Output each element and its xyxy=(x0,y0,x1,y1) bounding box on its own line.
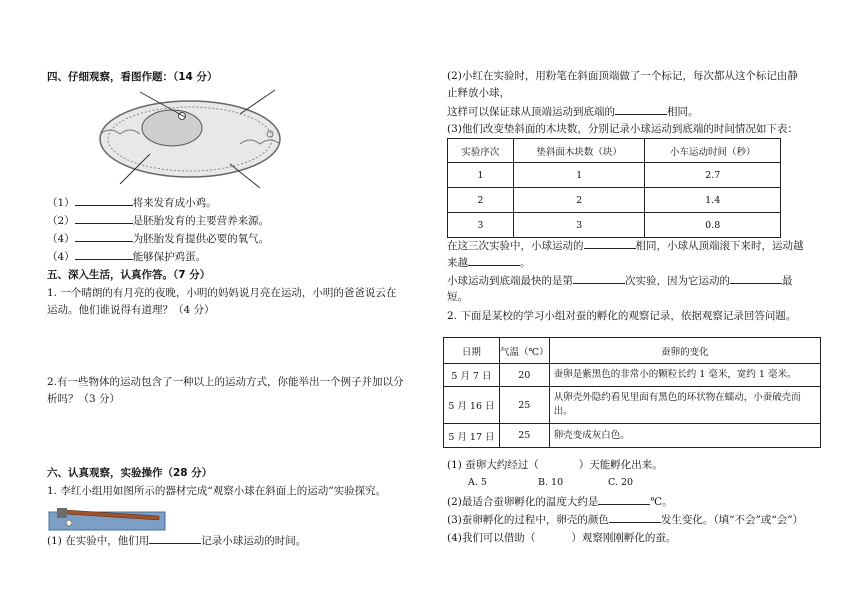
time-table-header-row xyxy=(448,139,781,163)
after-table-blank-2[interactable] xyxy=(468,255,520,266)
s6-q1-sub2-line3-prefix: 这样可以保证球从顶端运动到底端的 xyxy=(447,106,615,118)
s6-q1-sub1-prefix: (1) 在实验中，他们用 xyxy=(47,535,150,547)
s6-q2-sub3-blank[interactable] xyxy=(609,512,661,523)
s5-q2-line1: 2.有一些物体的运动包含了一种以上的运动方式，你能举出一个例子并加以分 xyxy=(47,376,404,388)
s6-q2-sub4 xyxy=(447,531,676,545)
pointer-line-2 xyxy=(240,90,275,114)
s6-q2-sub2-prefix: (2)最适合蚕卵孵化的温度大约是 xyxy=(447,496,599,508)
s6-q2-text: 2. 下面是某校的学习小组对蚕的孵化的观察记录，依据观察记录回答问题。 xyxy=(447,310,797,322)
s5-q2-line2: 析吗？（3 分） xyxy=(47,393,121,405)
fastest-suffix: 最 xyxy=(782,275,793,287)
time-table-header: 小车运动时间（秒） xyxy=(645,139,781,163)
s6-q1-sub1 xyxy=(47,533,306,548)
s6-q2-sub2-blank[interactable] xyxy=(598,494,650,505)
s6-q2-sub1-suffix: ）天能孵化出来。 xyxy=(578,459,663,471)
table-cell: 25 xyxy=(499,424,549,448)
table-cell: 1 xyxy=(513,163,645,188)
after-table-line2-suffix: 。 xyxy=(520,257,531,269)
s4-item-4-num: （4） xyxy=(47,251,75,263)
table-cell: 5 月 7 日 xyxy=(444,364,500,387)
after-table-blank-1[interactable] xyxy=(584,238,636,249)
section6-title: 六、认真观察，实验操作（28 分） xyxy=(47,467,213,479)
time-table-header: 实验序次 xyxy=(448,139,514,163)
silkworm-table xyxy=(443,337,821,448)
s4-item-3-blank[interactable] xyxy=(75,231,133,242)
egg-diagram xyxy=(80,84,290,194)
s5-q1-line1: 1. 一个晴朗的有月亮的夜晚，小明的妈妈说月亮在运动，小明的爸爸说云在 xyxy=(47,287,397,299)
s6-q2-sub2-suffix: ℃。 xyxy=(650,496,673,508)
s6-q1-sub1-suffix: 记录小球运动的时间。 xyxy=(201,535,307,547)
time-table-header: 垫斜面木块数（块） xyxy=(513,139,645,163)
s4-item-1 xyxy=(47,195,217,210)
fastest-middle: 次实验，因为它运动的 xyxy=(625,275,730,287)
s4-item-1-num: （1） xyxy=(47,197,75,209)
s6-q2-sub4-suffix: ）观察刚刚孵化的蚕。 xyxy=(571,532,677,544)
after-table-line2-prefix: 来越 xyxy=(447,257,468,269)
s4-item-3 xyxy=(47,231,269,246)
section4-title: 四、仔细观察，看图作题：（14 分） xyxy=(47,71,218,83)
s4-item-4-blank[interactable] xyxy=(75,249,133,260)
s4-item-1-blank[interactable] xyxy=(75,195,133,206)
wood-block xyxy=(57,508,67,518)
incline-apparatus xyxy=(47,502,167,532)
s6-q2-sub3-suffix: 发生变化。（填“不会”或“会”） xyxy=(660,514,804,526)
s4-item-2-blank[interactable] xyxy=(75,213,133,224)
s6-q1-sub2-line3-suffix: 相同。 xyxy=(667,106,699,118)
table-cell: 25 xyxy=(499,387,549,424)
table-cell: 2 xyxy=(448,188,514,213)
table-row xyxy=(448,163,781,188)
s6-q1-sub2-blank[interactable] xyxy=(615,104,667,115)
s4-item-3-num: （4） xyxy=(47,233,75,245)
table-row xyxy=(444,424,821,448)
time-table xyxy=(447,138,781,238)
silkworm-table-header: 蚕卵的变化 xyxy=(549,338,820,364)
after-table-line1 xyxy=(447,238,804,253)
s4-item-1-text: 将来发育成小鸡。 xyxy=(132,197,217,209)
s6-q2-sub1-prefix: (1) 蚕卵大约经过（ xyxy=(447,459,539,471)
table-cell: 3 xyxy=(513,213,645,238)
after-table-line2 xyxy=(447,255,531,270)
s4-item-3-text: 为胚胎发育提供必要的氧气。 xyxy=(132,233,270,245)
s4-item-2-text: 是胚胎发育的主要营养来源。 xyxy=(132,215,270,227)
fastest-line2: 短。 xyxy=(447,291,468,303)
table-cell: 从卵壳外隐约看见里面有黑色的环状物在蠕动，小蚕破壳而出。 xyxy=(549,387,820,424)
yolk xyxy=(142,110,202,146)
table-cell: 1.4 xyxy=(645,188,781,213)
s5-q1-line2: 运动。他们谁说得有道理？（4 分） xyxy=(47,304,215,316)
table-cell: 5 月 16 日 xyxy=(444,387,500,424)
table-cell: 5 月 17 日 xyxy=(444,424,500,448)
after-table-line1-suffix: 相同，小球从顶端滚下来时，运动越 xyxy=(635,240,804,252)
s6-q1-text: 1. 李红小组用如图所示的器材完成“观察小球在斜面上的运动”实验探究。 xyxy=(47,485,387,497)
table-cell: 卵壳变成灰白色。 xyxy=(549,424,820,448)
s6-q2-sub1-options xyxy=(468,476,633,490)
s4-item-4 xyxy=(47,249,206,264)
ball xyxy=(66,520,72,526)
s4-item-2-num: （2） xyxy=(47,215,75,227)
s6-q1-sub2-line2: 止释放小球， xyxy=(447,87,510,99)
table-cell: 20 xyxy=(499,364,549,387)
silkworm-table-header: 日期 xyxy=(444,338,500,364)
option-b: B. 10 xyxy=(538,477,564,488)
table-cell: 蚕卵是紫黑色的非常小的颗粒长约 1 毫米，宽约 1 毫米。 xyxy=(549,364,820,387)
s6-q2-sub1 xyxy=(447,458,663,472)
option-a: A. 5 xyxy=(468,477,487,488)
s4-item-2 xyxy=(47,213,269,228)
s4-item-4-text: 能够保护鸡蛋。 xyxy=(132,251,207,263)
silkworm-table-header: 气温（℃） xyxy=(499,338,549,364)
fastest-prefix: 小球运动到底端最快的是第 xyxy=(447,275,573,287)
section5-title: 五、深入生活，认真作答。（7 分） xyxy=(47,269,211,281)
table-cell: 2 xyxy=(513,188,645,213)
s6-q1-sub3: (3)他们改变垫斜面的木块数，分别记录小球运动到底端的时间情况如下表： xyxy=(447,123,798,135)
table-row xyxy=(444,387,821,424)
s6-q2-sub2 xyxy=(447,494,673,509)
after-table-line1-prefix: 在这三次实验中，小球运动的 xyxy=(447,240,584,252)
table-row xyxy=(448,188,781,213)
s6-q2-sub4-prefix: (4)我们可以借助（ xyxy=(447,532,536,544)
option-c: C. 20 xyxy=(608,477,634,488)
s6-q1-sub2-line3 xyxy=(447,104,699,119)
fastest-line xyxy=(447,273,793,288)
s6-q2-sub3-prefix: (3)蚕卵孵化的过程中，卵壳的颜色 xyxy=(447,514,609,526)
table-cell: 2.7 xyxy=(645,163,781,188)
s6-q1-sub2-line1: (2)小红在实验时，用粉笔在斜面顶端做了一个标记，每次都从这个标记由静 xyxy=(447,70,798,82)
table-cell: 1 xyxy=(448,163,514,188)
table-row xyxy=(444,364,821,387)
s6-q1-sub1-blank[interactable] xyxy=(149,533,201,544)
fastest-blank-2[interactable] xyxy=(730,273,782,284)
fastest-blank-1[interactable] xyxy=(573,273,625,284)
silkworm-table-header-row xyxy=(444,338,821,364)
table-cell: 3 xyxy=(448,213,514,238)
table-cell: 0.8 xyxy=(645,213,781,238)
table-row xyxy=(448,213,781,238)
s6-q2-sub3 xyxy=(447,512,803,527)
